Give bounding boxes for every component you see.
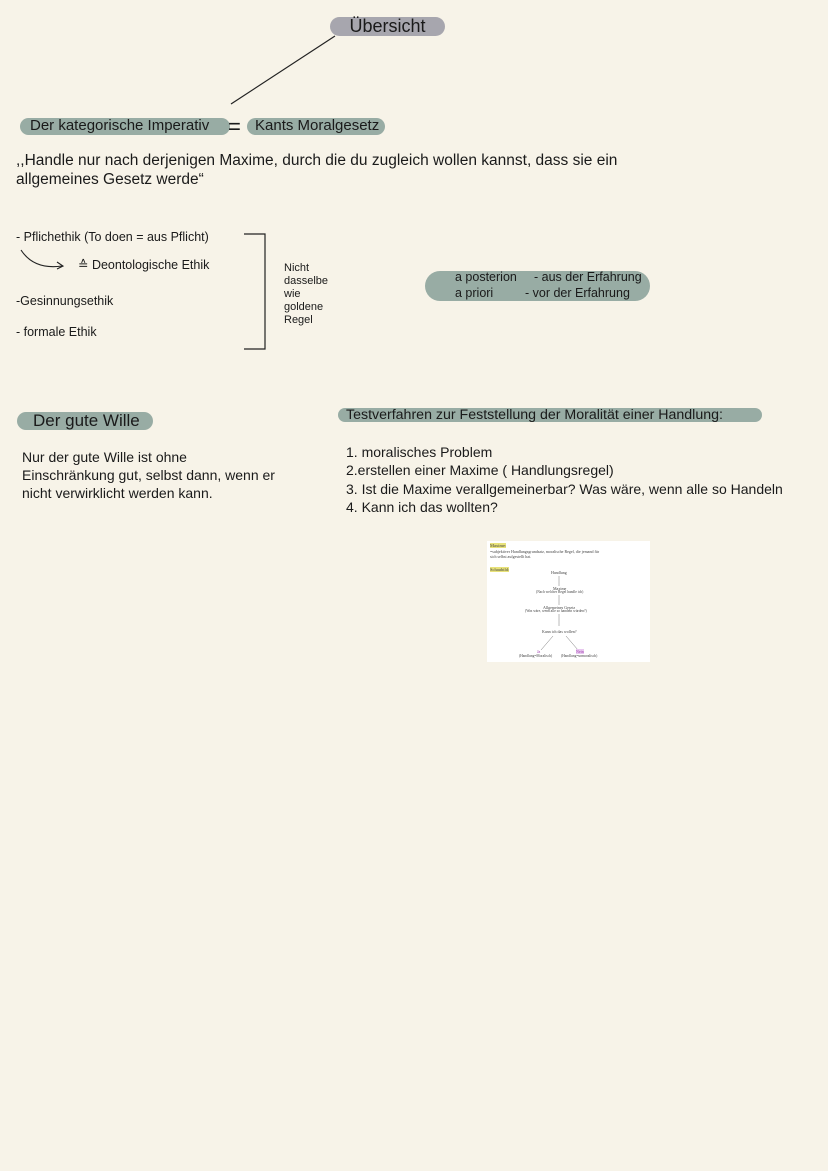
ethics-item-gesinnung: -Gesinnungsethik — [16, 294, 114, 308]
good-will-line: Nur der gute Wille ist ohne — [22, 449, 187, 465]
test-step: 3. Ist die Maxime verallgemeinerbar? Was wäre, wenn alle so Handeln — [346, 481, 783, 497]
thumb-flow-lines — [487, 541, 650, 662]
good-will-heading: Der gute Wille — [17, 412, 153, 430]
thumb-schaubild: Schaubild: — [490, 567, 510, 572]
curved-arrow-head — [57, 262, 63, 269]
note-line: Regel — [284, 314, 313, 326]
imperative-label: Der kategorische Imperativ — [20, 118, 230, 135]
kants-moralgesetz-label: Kants Moralgesetz — [247, 118, 385, 135]
ethics-deontological: ≙ Deontologische Ethik — [78, 258, 210, 272]
ethics-bracket — [244, 234, 265, 349]
test-procedure-heading: Testverfahren zur Feststellung der Moralität einer Handlung: — [338, 408, 762, 422]
good-will-line: nicht verwirklicht werden kann. — [22, 485, 213, 501]
thumb-yes: Ja — [537, 649, 541, 654]
aposteriori-term: a posterion — [455, 270, 517, 284]
title-connector-line — [231, 36, 335, 104]
apriori-definition: - vor der Erfahrung — [525, 286, 630, 300]
golden-rule-note — [284, 262, 328, 327]
test-step: 1. moralisches Problem — [346, 444, 493, 460]
apriori-box — [425, 271, 650, 301]
imperative-quote-line-1: ,,Handle nur nach derjenigen Maxime, durch die du zugleich wollen kannst, dass sie ein — [16, 152, 618, 169]
thumb-node: (Was wäre, wenn alle so handeln würden?) — [525, 609, 587, 613]
imperative-quote-line-2: allgemeines Gesetz werde“ — [16, 171, 204, 188]
maxime-schema-image — [487, 541, 650, 662]
thumb-node: (Nach welcher Regel handle ich) — [536, 590, 584, 594]
thumb-heading: Maxime: — [490, 543, 507, 548]
thumb-no: Nein — [576, 649, 584, 654]
thumb-node: Maxime — [553, 586, 567, 591]
thumb-node: Kann ich das wollen? — [542, 629, 577, 634]
test-step: 2.erstellen einer Maxime ( Handlungsregel) — [346, 462, 614, 478]
thumb-node: Handlung — [551, 570, 567, 575]
good-will-line: Einschränkung gut, selbst dann, wenn er — [22, 467, 275, 483]
aposteriori-definition: - aus der Erfahrung — [534, 270, 642, 284]
curved-arrow — [21, 250, 62, 267]
ethics-item-formal: - formale Ethik — [16, 325, 97, 339]
thumb-text: sich selbst aufgestellt hat. — [490, 554, 532, 559]
note-line: wie — [284, 288, 301, 300]
thumb-text: =subjektiver Handlungsgrundsatz, moralische Regel, die jemand für — [490, 549, 600, 554]
thumb-no-desc: (Handlung=unmoralisch) — [561, 654, 598, 658]
note-line: dasselbe — [284, 275, 329, 287]
thumb-node: Allgemeines Gesetz — [543, 605, 576, 610]
thumb-yes-desc: (Handlung=Moralisch) — [519, 654, 553, 658]
note-line: goldene — [284, 301, 324, 313]
ethics-item-duty: - Pflichethik (To doen = aus Pflicht) — [16, 230, 209, 244]
note-line: Nicht — [284, 262, 310, 274]
test-step: 4. Kann ich das wollten? — [346, 499, 498, 515]
equals-sign: = — [228, 114, 241, 139]
apriori-term: a priori — [455, 286, 494, 300]
overview-title: Übersicht — [330, 17, 445, 36]
